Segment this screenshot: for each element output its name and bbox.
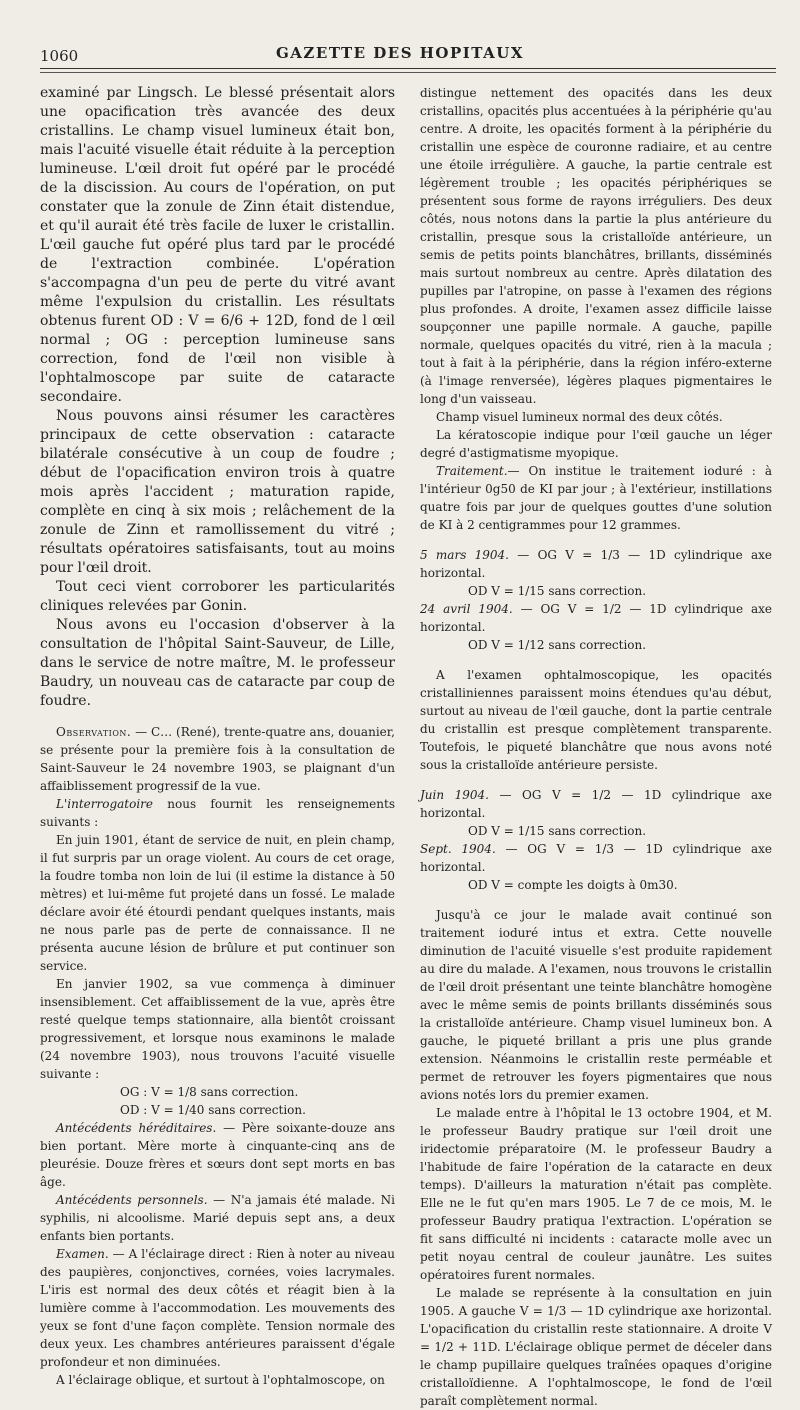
paragraph: En janvier 1902, sa vue commença à diminuer insensiblement. Cet affaiblissement de la vue, après être resté quelque temps stationnaire, alla bientôt croissant progressivement, et lorsque nous examinons le malade (24 novembre 1903), nous trouvons l'acuité visuelle suivante : <box>40 977 395 1081</box>
paragraph: examiné par Lingsch. Le blessé présentait alors une opacification très avancée des deux cristallins. Le champ visuel lumineux était bon, mais l'acuité visuelle était réduite à la perception lumineuse. L'œil droit fut opéré par le procédé de la discission. Au cours de l'opération, on put constater que la zonule de Zinn était distendue, et qu'il aurait été très facile de luxer le cristallin. L'œil gauche fut opéré plus tard par le procédé de l'extraction combinée. L'opération s'accompagna d'un peu de perte du vitré avant même l'expulsion du cristallin. Les résultats obtenus furent OD : V = 6/6 + 12D, fond de l œil normal ; OG : perception lumineuse sans correction, fond de l'œil non visible à l'ophtalmoscope par suite de cataracte secondaire. <box>40 85 395 405</box>
measure-line <box>420 840 772 876</box>
acuity-formula: OD : V = 1/40 sans correction. <box>120 1103 306 1117</box>
observation-label: Observation. <box>56 725 132 739</box>
section-label: Traitement. <box>436 464 508 478</box>
paragraph: La kératoscopie indique pour l'œil gauche un léger degré d'astigmatisme myopique. <box>420 428 772 460</box>
measure-date: 24 avril 1904. <box>420 602 513 616</box>
measure-od: OD V = 1/15 sans correction. <box>468 584 647 598</box>
paragraph: A l'éclairage oblique, et surtout à l'ophtalmoscope, on <box>56 1373 385 1387</box>
section-text: — A l'éclairage direct : Rien à noter au niveau des paupières, conjonctives, cornées, voies lacrymales. L'iris est normal des deux côtés et réagit bien à la lumière comme à l'accommodation. Les mouvements des yeux se font d'une façon complète. Tension normale des deux yeux. Les chambres antérieures paraissent d'égale profondeur et non diminuées. <box>40 1247 395 1369</box>
paragraph: Champ visuel lumineux normal des deux côtés. <box>436 410 723 424</box>
section-text: — Père soixante-douze ans bien portant. Mère morte à cinquante-cinq ans de pleurésie. Douze frères et sœurs dont sept morts en bas âge. <box>40 1121 396 1189</box>
antecedents-personnels <box>40 1191 395 1245</box>
interrogatoire-label: L'interrogatoire <box>56 797 154 811</box>
left-column <box>40 84 396 1387</box>
section-label: Antécédents héréditaires. <box>56 1121 217 1135</box>
acuity-formula: OG : V = 1/8 sans correction. <box>120 1085 299 1099</box>
measure-od: OD V = compte les doigts à 0m30. <box>468 878 678 892</box>
measure-date: Sept. 1904. <box>420 842 496 856</box>
examen-paragraph <box>40 1245 395 1371</box>
measure-line <box>420 546 772 582</box>
paragraph: distingue nettement des opacités dans les deux cristallins, opacités plus accentuées à la périphérie qu'au centre. A droite, les opacités forment à la périphérie du cristallin une espèce de couronne radiaire, et au centre une étoile irrégulière. A gauche, la partie centrale est légèrement trouble ; les opacités périphériques se présentent sous forme de rayons irréguliers. Des deux côtés, nous notons dans la partie la plus antérieure du cristallin, presque sous la cristalloïde antérieure, un semis de petits points blanchâtres, brillants, disséminés mais surtout nombreux au centre. Après dilatation des pupilles par l'atropine, on passe à l'examen des régions plus profondes. A droite, l'examen assez difficile laisse soupçonner une papille normale. A gauche, papille normale, quelques opacités du vitré, rien à la macula ; tout à fait à la périphérie, dans la région inféro-externe (à l'image renversée), légères plaques pigmentaires le long d'un vaisseau. <box>420 86 772 406</box>
measure-og: — OG V = 1/3 — 1D cylindrique axe horizontal. <box>420 548 772 580</box>
header-rule <box>40 68 776 69</box>
page-number: 1060 <box>40 47 79 65</box>
interrogatoire-text: nous fournit les renseignements suivants : <box>40 797 395 829</box>
right-column <box>420 84 772 1408</box>
measure-od: OD V = 1/15 sans correction. <box>468 824 647 838</box>
section-text: — On institue le traitement ioduré : à l'intérieur 0g50 de KI par jour ; à l'extérieur, instillations quatre fois par jour de quelques gouttes d'une solution de KI à 2 centigrammes pour 12 grammes. <box>420 464 772 532</box>
measure-line <box>420 600 772 636</box>
section-label: Antécédents personnels. <box>56 1193 208 1207</box>
paragraph: Le malade se représente à la consultation en juin 1905. A gauche V = 1/3 — 1D cylindrique axe horizontal. L'opacification du cristallin reste stationnaire. A droite V = 1/2 + 11D. L'éclairage oblique permet de déceler dans le champ pupillaire quelques traînées opaques d'origine cristalloïdienne. A l'ophtalmoscope, le fond de l'œil paraît complètement normal. <box>420 1286 772 1408</box>
paragraph: Le malade entre à l'hôpital le 13 octobre 1904, et M. le professeur Baudry pratique sur l'œil droit une iridectomie préparatoire (M. le professeur Baudry a l'habitude de faire l'opération de la cataracte en deux temps). D'ailleurs la maturation n'était pas complète. Elle ne le fut qu'en mars 1905. Le 7 de ce mois, M. le professeur Baudry pratiqua l'extraction. L'opération se fit sans difficulté ni incidents : cataracte molle avec un petit noyau central de couleur jaunâtre. Les suites opératoires furent normales. <box>420 1106 772 1282</box>
section-text: — N'a jamais été malade. Ni syphilis, ni alcoolisme. Marié depuis sept ans, a deux enfants bien portants. <box>40 1193 396 1243</box>
interrogatoire-paragraph <box>40 795 395 831</box>
measure-line <box>420 786 772 822</box>
measure-date: Juin 1904. <box>420 788 489 802</box>
antecedents-hereditaires <box>40 1119 395 1191</box>
journal-title: GAZETTE DES HOPITAUX <box>275 44 524 62</box>
measure-og: — OG V = 1/2 — 1D cylindrique axe horizontal. <box>420 788 772 820</box>
paragraph: Nous pouvons ainsi résumer les caractères principaux de cette observation : cataracte bilatérale consécutive à un coup de foudre ; début de l'opacification environ trois à quatre mois après l'accident ; maturation rapide, complète en cinq à six mois ; relâchement de la zonule de Zinn et ramollissement du vitré ; résultats opératoires satisfaisants, tout au moins pour l'œil droit. <box>40 408 395 576</box>
observation-block <box>40 723 395 1389</box>
traitement-paragraph <box>420 462 772 534</box>
paragraph: Jusqu'à ce jour le malade avait continué son traitement ioduré intus et extra. Cette nouvelle diminution de l'acuité visuelle s'est produite rapidement au dire du malade. A l'examen, nous trouvons le cristallin de l'œil droit présentant une teinte blanchâtre homogène avec le même semis de points brillants disséminés sous la cristalloïde antérieure. Champ visuel lumineux bon. A gauche, le piqueté brillant a pris une plus grande extension. Néanmoins le cristallin reste perméable et permet de retrouver les foyers pigmentaires que nous avions notés lors du premier examen. <box>420 908 772 1102</box>
large-text-block <box>40 84 395 711</box>
measure-og: — OG V = 1/2 — 1D cylindrique axe horizontal. <box>420 602 772 634</box>
page-header <box>0 0 800 70</box>
header-rule-secondary <box>40 72 776 73</box>
paragraph: Nous avons eu l'occasion d'observer à la consultation de l'hôpital Saint-Sauveur, de Lille, dans le service de notre maître, M. le professeur Baudry, un nouveau cas de cataracte par coup de foudre. <box>40 617 395 709</box>
section-label: Examen. <box>56 1247 109 1261</box>
measure-od: OD V = 1/12 sans correction. <box>468 638 647 652</box>
observation-text: — C… (René), trente-quatre ans, douanier, se présente pour la première fois à la consultation de Saint-Sauveur le 24 novembre 1903, se plaignant d'un affaiblissement progressif de la vue. <box>40 725 395 793</box>
measure-date: 5 mars 1904. <box>420 548 509 562</box>
paragraph: A l'examen ophtalmoscopique, les opacités cristalliniennes paraissent moins étendues qu'au début, surtout au niveau de l'œil gauche, dont la partie centrale du cristallin est presque complètement transparente. Toutefois, le piqueté blanchâtre que nous avons noté sous la cristalloïde antérieure persiste. <box>420 668 772 772</box>
measure-og: — OG V = 1/3 — 1D cylindrique axe horizontal. <box>420 842 772 874</box>
paragraph: En juin 1901, étant de service de nuit, en plein champ, il fut surpris par un orage violent. Au cours de cet orage, la foudre tomba non loin de lui (il estime la distance à 50 mètres) et lui-même fut projeté dans un fossé. Le malade déclare avoir été étourdi pendant quelques instants, mais ne nous parle pas de perte de connaissance. Il ne présenta aucune lésion de brûlure et put continuer son service. <box>40 833 395 973</box>
paragraph: Tout ceci vient corroborer les particularités cliniques relevées par Gonin. <box>40 579 395 614</box>
observation-paragraph <box>40 723 395 795</box>
